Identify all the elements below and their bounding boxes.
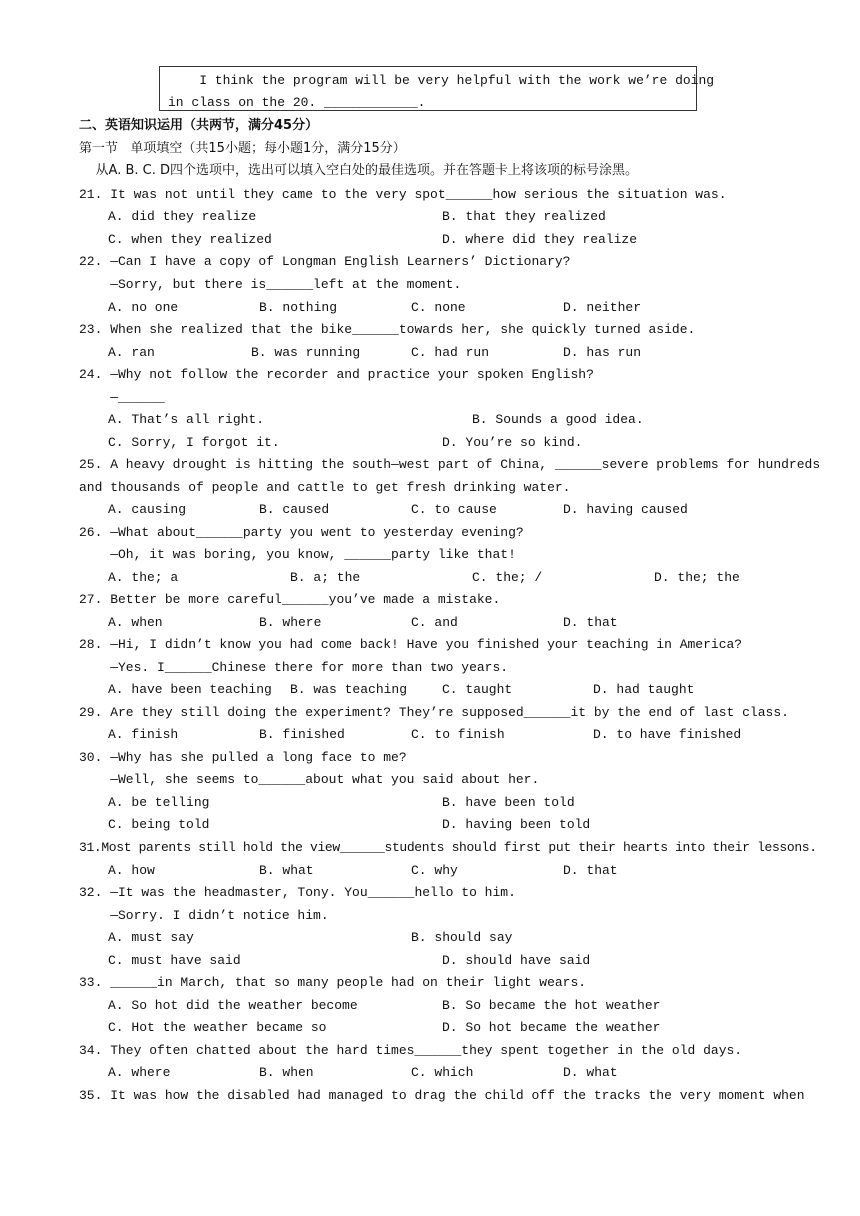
q34-option-a: A. where [108,1065,171,1080]
q28-option-c: C. taught [442,682,513,697]
q31-stem: 31.Most parents still hold the view______students should first put their hearts into their lessons. [79,840,817,855]
q22-option-b: B. nothing [259,300,338,315]
q24-option-a: A. That’s all right. [108,412,265,427]
q31-option-a: A. how [108,863,155,878]
q26-option-a: A. the; a [108,570,179,585]
q27-option-b: B. where [259,615,322,630]
q22-stem-2: —Sorry, but there is______left at the moment. [79,277,462,292]
q32-option-d: D. should have said [442,953,591,968]
q30-option-d: D. having been told [442,817,591,832]
q34-option-c: C. which [411,1065,474,1080]
q23-stem: 23. When she realized that the bike______towards her, she quickly turned aside. [79,322,696,337]
intro-line-1: I think the program will be very helpful with the work we’re doing [168,73,715,88]
q23-option-c: C. had run [411,345,490,360]
q23-option-a: A. ran [108,345,155,360]
q34-stem: 34. They often chatted about the hard times______they spent together in the old days. [79,1043,743,1058]
q29-option-a: A. finish [108,727,179,742]
q24-option-d: D. You’re so kind. [442,435,583,450]
q35-stem: 35. It was how the disabled had managed to drag the child off the tracks the very moment when [79,1088,805,1103]
q31-option-d: D. that [563,863,618,878]
q26-option-d: D. the; the [654,570,740,585]
q22-option-c: C. none [411,300,466,315]
q26-stem: 26. —What about______party you went to yesterday evening? [79,525,524,540]
q26-option-c: C. the; / [472,570,543,585]
q25-option-d: D. having caused [563,502,688,517]
q21-option-a: A. did they realize [108,209,257,224]
q30-stem-2: —Well, she seems to______about what you said about her. [79,772,540,787]
q33-option-a: A. So hot did the weather become [108,998,358,1013]
q28-option-b: B. was teaching [290,682,408,697]
q30-option-c: C. being told [108,817,210,832]
q22-stem: 22. —Can I have a copy of Longman English Learners’ Dictionary? [79,254,571,269]
q26-stem-2: —Oh, it was boring, you know, ______party like that! [79,547,516,562]
q31-option-b: B. what [259,863,314,878]
intro-line-2: in class on the 20. ____________. [168,95,426,110]
q34-option-b: B. when [259,1065,314,1080]
q33-option-d: D. So hot became the weather [442,1020,661,1035]
q32-option-b: B. should say [411,930,513,945]
q25-option-a: A. causing [108,502,187,517]
q24-stem-2: —______ [79,390,165,405]
q31-option-c: C. why [411,863,458,878]
q29-option-b: B. finished [259,727,345,742]
q28-option-d: D. had taught [593,682,695,697]
intro-box [159,66,715,111]
q29-option-c: C. to finish [411,727,505,742]
q32-option-c: C. must have said [108,953,241,968]
q21-stem: 21. It was not until they came to the very spot______how serious the situation was. [79,187,727,202]
q23-option-d: D. has run [563,345,642,360]
q27-stem: 27. Better be more careful______you’ve made a mistake. [79,592,501,607]
part1-title: 第一节 单项填空（共15小题；每小题1分，满分15分） [79,141,406,156]
section-title: 二、英语知识运用（共两节，满分45分） [79,118,319,133]
q25-option-b: B. caused [259,502,330,517]
q23-option-b: B. was running [251,345,361,360]
q32-option-a: A. must say [108,930,194,945]
q30-option-b: B. have been told [442,795,575,810]
q28-option-a: A. have been teaching [108,682,272,697]
q28-stem-2: —Yes. I______Chinese there for more than two years. [79,660,509,675]
q22-option-d: D. neither [563,300,642,315]
q27-option-c: C. and [411,615,458,630]
q21-option-b: B. that they realized [442,209,606,224]
q30-stem: 30. —Why has she pulled a long face to me? [79,750,407,765]
q24-option-b: B. Sounds a good idea. [472,412,644,427]
q33-option-b: B. So became the hot weather [442,998,661,1013]
q26-option-b: B. a; the [290,570,361,585]
q27-option-d: D. that [563,615,618,630]
q25-stem-2: and thousands of people and cattle to get fresh drinking water. [79,480,571,495]
q21-option-c: C. when they realized [108,232,272,247]
q28-stem: 28. —Hi, I didn’t know you had come back! Have you finished your teaching in America? [79,637,743,652]
q29-stem: 29. Are they still doing the experiment? They’re supposed______it by the end of last class. [79,705,789,720]
q21-option-d: D. where did they realize [442,232,638,247]
q32-stem-2: —Sorry. I didn’t notice him. [79,908,329,923]
q30-option-a: A. be telling [108,795,210,810]
q24-option-c: C. Sorry, I forgot it. [108,435,280,450]
q32-stem: 32. —It was the headmaster, Tony. You______hello to him. [79,885,516,900]
q25-option-c: C. to cause [411,502,497,517]
q33-option-c: C. Hot the weather became so [108,1020,327,1035]
q33-stem: 33. ______in March, that so many people had on their light wears. [79,975,587,990]
q34-option-d: D. what [563,1065,618,1080]
q25-stem: 25. A heavy drought is hitting the south—west part of China, ______severe problems for hundreds [79,457,821,472]
q29-option-d: D. to have finished [593,727,742,742]
q22-option-a: A. no one [108,300,179,315]
instruction: 从A. B. C. D四个选项中，选出可以填入空白处的最佳选项。并在答题卡上将该项的标号涂黑。 [79,163,638,178]
q24-stem: 24. —Why not follow the recorder and practice your spoken English? [79,367,594,382]
q27-option-a: A. when [108,615,163,630]
